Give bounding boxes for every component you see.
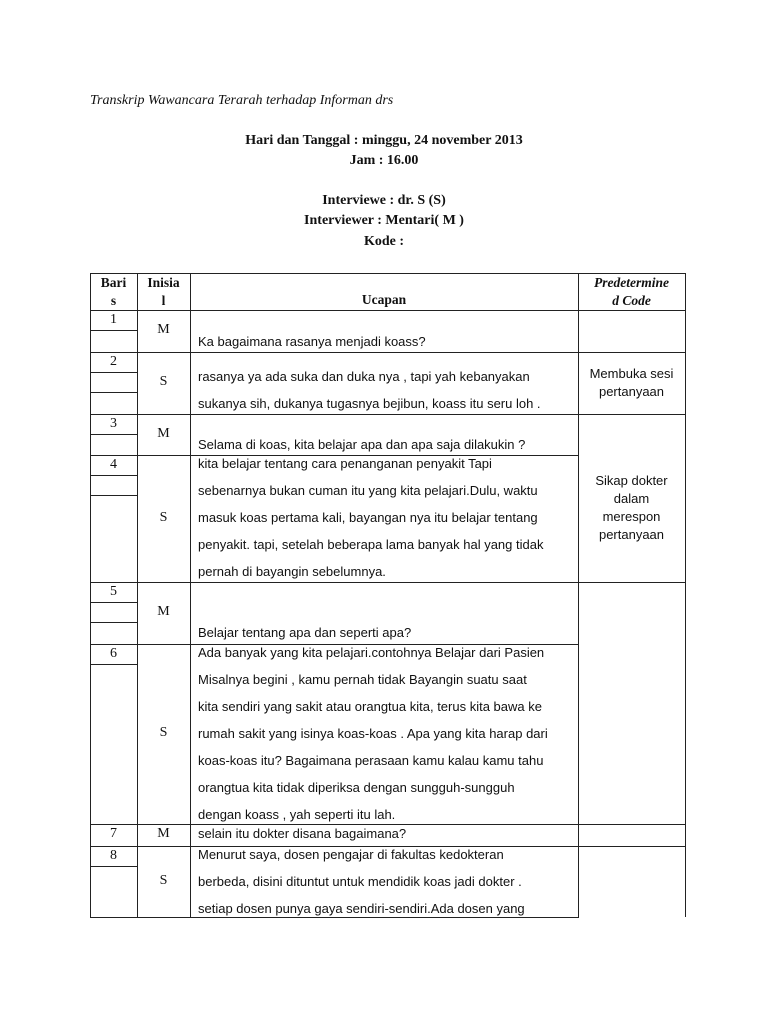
row-number: 8 — [110, 848, 117, 863]
header-baris: s — [110, 293, 117, 308]
row-number: 2 — [110, 354, 117, 369]
predetermined-code-text: pertanyaan — [598, 384, 665, 399]
speaker-initial: S — [159, 873, 168, 888]
speaker-initial: M — [157, 322, 170, 337]
row-number: 6 — [110, 646, 117, 661]
row-number: 1 — [110, 312, 117, 327]
code-cell-border — [578, 846, 686, 847]
header-predetermined-code: d Code — [612, 293, 651, 308]
baris-subline — [90, 866, 137, 867]
baris-subline — [90, 495, 137, 496]
speaker-initial: S — [159, 510, 168, 525]
row-bottom-border — [90, 352, 579, 353]
code-cell-border — [578, 414, 686, 415]
utterance-line: selain itu dokter disana bagaimana? — [198, 826, 407, 841]
predetermined-code-text: dalam — [613, 491, 650, 506]
row-number: 5 — [110, 584, 117, 599]
utterance-line: sebenarnya bukan cuman itu yang kita pelajari.Dulu, waktu — [198, 483, 538, 498]
header-predetermined-code: Predetermine — [594, 275, 669, 290]
utterance-line: masuk koas pertama kali, bayangan nya itu belajar tentang — [198, 510, 538, 525]
baris-subline — [90, 434, 137, 435]
utterance-line: penyakit. tapi, setelah beberapa lama banyak hal yang tidak — [198, 537, 544, 552]
baris-subline — [90, 602, 137, 603]
table-left-border — [90, 273, 91, 917]
code-line: Kode : — [363, 234, 405, 249]
utterance-line: Ka bagaimana rasanya menjadi koass? — [198, 334, 426, 349]
baris-subline — [90, 622, 137, 623]
row-bottom-border — [90, 582, 579, 583]
inisial-ucapan-divider — [190, 273, 191, 917]
baris-inisial-divider — [137, 273, 138, 917]
interviewer-line: Interviewer : Mentari( M ) — [304, 213, 464, 228]
utterance-line: Ada banyak yang kita pelajari.contohnya Belajar dari Pasien — [198, 645, 545, 660]
date-line: Hari dan Tanggal : minggu, 24 november 2013 — [245, 133, 523, 148]
utterance-line: kita belajar tentang cara penanganan penyakit Tapi — [198, 456, 492, 471]
utterance-line: rumah sakit yang isinya koas-koas . Apa yang kita harap dari — [198, 726, 548, 741]
baris-subline — [90, 392, 137, 393]
utterance-line: sukanya sih, dukanya tugasnya bejibun, koass itu seru loh . — [198, 396, 541, 411]
interviewee-line: Interviewe : dr. S (S) — [322, 193, 446, 208]
speaker-initial: S — [159, 374, 168, 389]
row-number: 4 — [110, 457, 117, 472]
time-line: Jam : 16.00 — [349, 153, 419, 168]
row-bottom-border — [90, 824, 579, 825]
predetermined-code-text: pertanyaan — [598, 527, 665, 542]
utterance-line: rasanya ya ada suka dan duka nya , tapi yah kebanyakan — [198, 369, 530, 384]
speaker-initial: S — [159, 725, 168, 740]
baris-subline — [90, 330, 137, 331]
header-inisial: Inisia — [147, 275, 180, 290]
utterance-line: Belajar tentang apa dan seperti apa? — [198, 625, 412, 640]
utterance-line: setiap dosen punya gaya sendiri-sendiri.Ada dosen yang — [198, 901, 525, 916]
row-bottom-border — [90, 414, 579, 415]
code-cell-border — [578, 352, 686, 353]
row-bottom-border — [90, 917, 579, 918]
header-ucapan: Ucapan — [361, 292, 407, 307]
row-number: 3 — [110, 416, 117, 431]
utterance-line: koas-koas itu? Bagaimana perasaan kamu kalau kamu tahu — [198, 753, 544, 768]
predetermined-code-text: merespon — [602, 509, 661, 524]
utterance-line: kita sendiri yang sakit atau orangtua kita, terus kita bawa ke — [198, 699, 542, 714]
utterance-line: Menurut saya, dosen pengajar di fakultas kedokteran — [198, 847, 504, 862]
code-cell-border — [578, 582, 686, 583]
baris-subline — [90, 664, 137, 665]
speaker-initial: M — [157, 426, 170, 441]
table-right-border — [685, 273, 686, 917]
utterance-line: dengan koass , yah seperti itu lah. — [198, 807, 396, 822]
row-number: 7 — [110, 826, 117, 841]
baris-subline — [90, 372, 137, 373]
header-inisial: l — [161, 293, 166, 308]
utterance-line: Misalnya begini , kamu pernah tidak Bayangin suatu saat — [198, 672, 527, 687]
utterance-line: berbeda, disini dituntut untuk mendidik koas jadi dokter . — [198, 874, 522, 889]
header-baris: Bari — [100, 275, 127, 290]
speaker-initial: M — [157, 604, 170, 619]
code-cell-border — [578, 824, 686, 825]
speaker-initial: M — [157, 826, 170, 841]
document-title: Transkrip Wawancara Terarah terhadap Informan drs — [90, 93, 394, 108]
utterance-line: pernah di bayangin sebelumnya. — [198, 564, 386, 579]
header-bottom-border — [90, 310, 686, 311]
predetermined-code-text: Sikap dokter — [595, 473, 668, 488]
baris-subline — [90, 475, 137, 476]
predetermined-code-text: Membuka sesi — [589, 366, 674, 381]
utterance-line: orangtua kita tidak diperiksa dengan sungguh-sungguh — [198, 780, 515, 795]
utterance-line: Selama di koas, kita belajar apa dan apa saja dilakukin ? — [198, 437, 526, 452]
